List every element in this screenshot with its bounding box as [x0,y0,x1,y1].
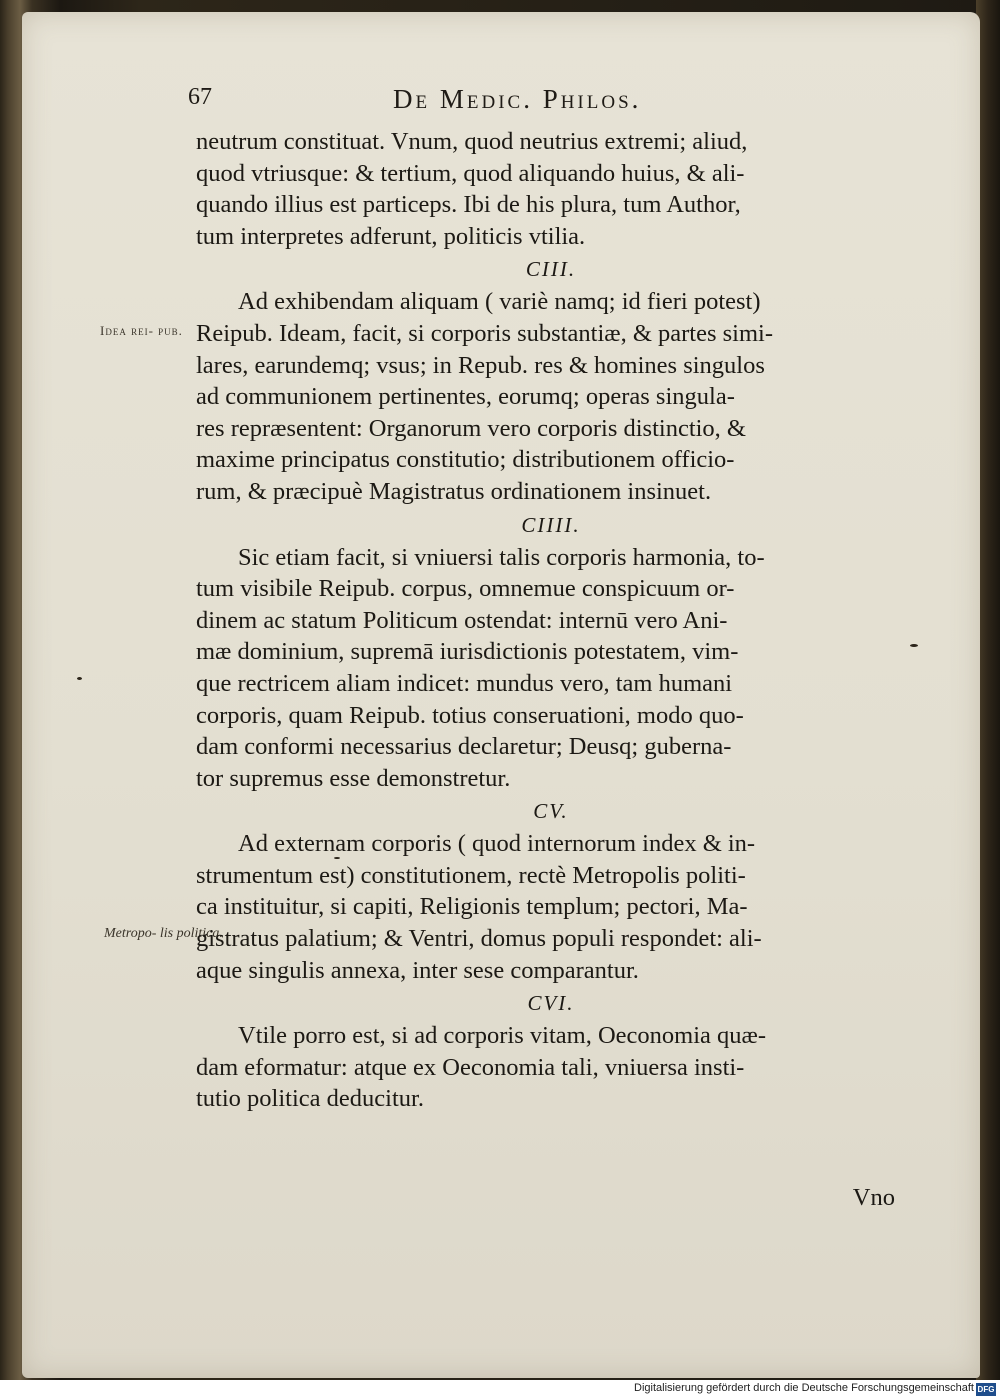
ink-speck [910,644,918,647]
text-line: gistratus palatium; & Ventri, domus populi respondet: ali- [196,925,762,953]
text-line: Vtile porro est, si ad corporis vitam, Oeconomia quæ- [238,1022,766,1050]
section-number: CVI. [527,991,575,1016]
text-line: dinem ac statum Politicum ostendat: internū vero Ani- [196,606,728,634]
dfg-logo-icon: DFG [977,1385,995,1394]
page-header [188,84,888,124]
text-line: maxime principatus constitutio; distributionem officio- [196,446,735,474]
text-line: corporis, quam Reipub. totius conseruationi, modo quo- [196,701,744,729]
text-line: rum, & præcipuè Magistratus ordinationem insinuet. [196,477,712,505]
text-line: aque singulis annexa, inter sese comparantur. [196,956,639,984]
text-line: strumentum est) constitutionem, rectè Metropolis politi- [196,861,746,889]
text-line: ad communionem pertinentes, eorumq; operas singula- [196,383,735,411]
margin-note-idea: Idea rei- pub. [100,323,183,338]
footer-bar [0,1380,1000,1400]
text-line: ca instituitur, si capiti, Religionis templum; pectori, Ma- [196,893,748,921]
section-number: CIIII. [521,512,581,537]
text-line: neutrum constituat. Vnum, quod neutrius extremi; aliud, [196,128,748,155]
ink-speck [77,677,82,680]
text-line: quod vtriusque: & tertium, quod aliquando huius, & ali- [196,159,745,187]
text-line: lares, earundemq; vsus; in Repub. res & homines singulos [196,351,765,379]
text-line: Reipub. Ideam, facit, si corporis substantiæ, & partes simi- [196,319,774,347]
text-line: Sic etiam facit, si vniuersi talis corporis harmonia, to- [238,543,765,571]
text-line: dam eformatur: atque ex Oeconomia tali, vniuersa insti- [196,1053,745,1081]
text-line: que rectricem aliam indicet: mundus vero, tam humani [196,669,733,697]
margin-note-metropolis: Metropo- lis politica. [104,926,223,941]
text-line: tum visibile Reipub. corpus, omnemue conspicuum or- [196,575,735,603]
text-line: dam conformi necessarius declaretur; Deusq; guberna- [196,733,732,761]
text-line: tum interpretes adferunt, politicis vtilia. [196,222,586,250]
text-line: tor supremus esse demonstretur. [196,764,511,792]
section-number: CIII. [525,257,577,282]
section-number: CV. [533,799,569,824]
running-title: De Medic. Philos. [393,84,642,114]
text-line: res repræsentent: Organorum vero corporis distinctio, & [196,414,746,442]
page-number: 67 [188,84,212,110]
text-line: Ad exhibendam aliquam ( variè namq; id fieri potest) [238,288,761,316]
footer-credit: Digitalisierung gefördert durch die Deutsche Forschungsgemeinschaft [634,1382,974,1394]
text-line: Ad externam corporis ( quod internorum index & in- [238,830,756,858]
body-text [196,126,896,1115]
text-line: quando illius est particeps. Ibi de his plura, tum Author, [196,191,741,219]
text-line: tutio politica deducitur. [196,1085,424,1113]
catchword: Vno [852,1184,895,1211]
text-line: mæ dominium, supremā iurisdictionis potestatem, vim- [196,638,739,666]
